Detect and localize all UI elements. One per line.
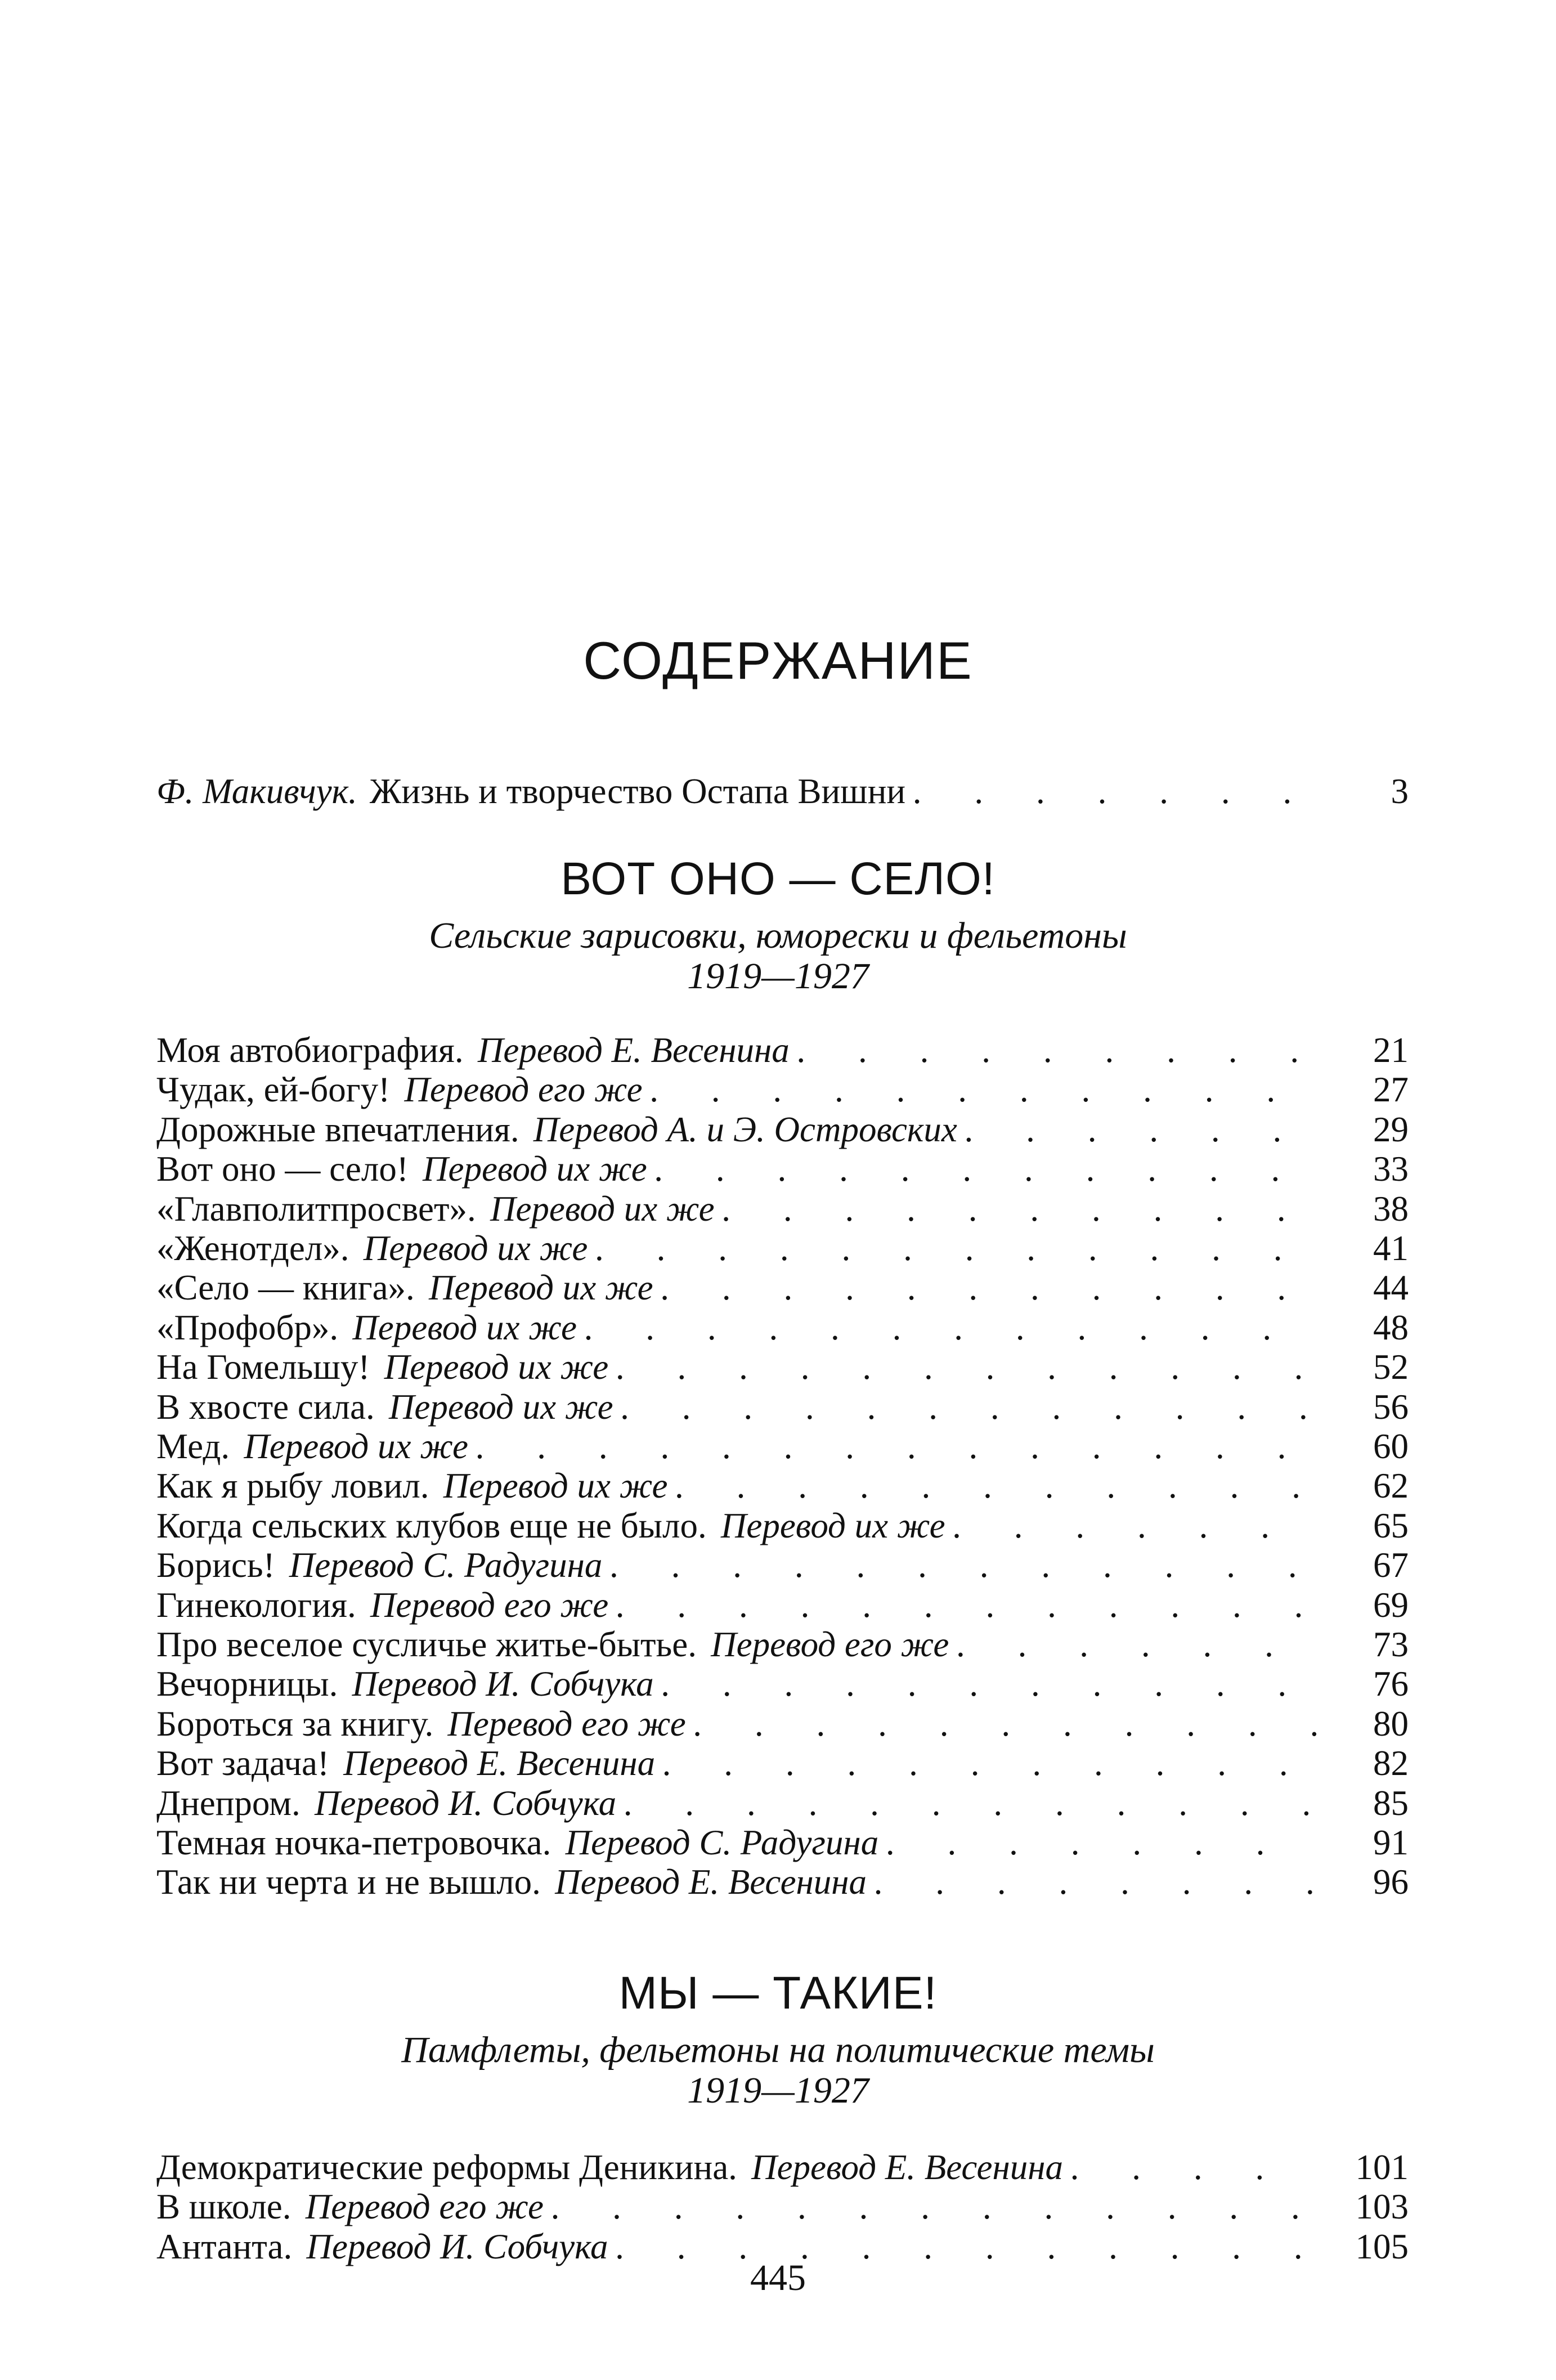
entry-translator: Перевод их же [244, 1427, 468, 1466]
entry-title: Вечорницы. [156, 1664, 338, 1704]
leader-dots [956, 1624, 1317, 1665]
leader-dots [964, 1109, 1317, 1150]
entry-translator: Перевод их же [352, 1308, 577, 1347]
toc-entry [156, 1783, 1409, 1823]
entry-page: 73 [1373, 1625, 1409, 1664]
entry-translator: Перевод его же [305, 2187, 544, 2226]
entry-translator: Перевод Е. Весенина [477, 1030, 790, 1070]
entry-translator: Перевод их же [363, 1229, 588, 1268]
leader-dots [1070, 2147, 1317, 2188]
leader-dots [649, 1069, 1317, 1110]
entry-title: «Главполитпросвет». [156, 1189, 476, 1229]
entry-translator: Перевод их же [443, 1466, 668, 1505]
entry-title: Днепром. [156, 1783, 301, 1823]
entry-page: 21 [1373, 1030, 1409, 1070]
entry-page: 80 [1373, 1704, 1409, 1743]
entry-title: «Село — книга». [156, 1268, 415, 1307]
entry-translator: Перевод С. Радугина [289, 1545, 603, 1585]
intro-author: Ф. Макивчук. [156, 772, 357, 811]
entry-page: 41 [1373, 1229, 1409, 1268]
leader-dots [675, 1465, 1317, 1506]
entry-translator: Перевод И. Собчука [352, 1664, 654, 1704]
entry-title: Когда сельских клубов еще не было. [156, 1506, 707, 1545]
entry-title: Про веселое сусличье житье-бытье. [156, 1625, 697, 1664]
entry-page: 101 [1355, 2148, 1409, 2187]
entry-page: 38 [1373, 1189, 1409, 1229]
toc-entry [156, 2147, 1409, 2188]
entry-translator: Перевод С. Радугина [565, 1823, 879, 1862]
entry-page: 91 [1373, 1823, 1409, 1862]
entry-title: Так ни черта и не вышло. [156, 1862, 541, 1902]
toc-entry [156, 1267, 1409, 1308]
entry-page: 85 [1373, 1783, 1409, 1823]
leader-dots [654, 1149, 1317, 1189]
entry-page: 33 [1373, 1149, 1409, 1189]
toc-entry [156, 1624, 1409, 1665]
toc-entry [156, 1189, 1409, 1229]
leader-dots [620, 1387, 1317, 1427]
entry-translator: Перевод их же [388, 1387, 613, 1427]
toc-entry [156, 1347, 1409, 1387]
entry-page: 65 [1373, 1506, 1409, 1545]
entry-page: 60 [1373, 1427, 1409, 1466]
leader-dots [693, 1704, 1317, 1744]
leader-dots [595, 1228, 1317, 1269]
entry-title: Моя автобиография. [156, 1030, 464, 1070]
toc-entry [156, 2186, 1409, 2227]
entry-page: 56 [1373, 1387, 1409, 1427]
toc-entry [156, 1664, 1409, 1704]
entry-page: 27 [1373, 1070, 1409, 1109]
entry-title: Темная ночка-петровочка. [156, 1823, 551, 1862]
entry-title: Антанта. [156, 2227, 293, 2266]
entry-page: 103 [1355, 2187, 1409, 2226]
section-1-subtitle: Сельские зарисовки, юморески и фельетоны [429, 915, 1127, 956]
toc-entry [156, 1545, 1409, 1585]
section-2-years: 1919—1927 [687, 2070, 869, 2111]
section-1-years: 1919—1927 [687, 956, 869, 997]
entry-page: 48 [1373, 1308, 1409, 1347]
entry-title: Борись! [156, 1545, 275, 1585]
section-2-title: МЫ — ТАКИЕ! [618, 1967, 938, 2019]
toc-entry [156, 1069, 1409, 1110]
entry-page: 69 [1373, 1585, 1409, 1625]
entry-translator: Перевод Е. Весенина [555, 1862, 867, 1902]
toc-entry [156, 1228, 1409, 1269]
entry-page: 82 [1373, 1743, 1409, 1783]
toc-entry [156, 1505, 1409, 1546]
entry-page: 44 [1373, 1268, 1409, 1307]
entry-translator: Перевод Е. Весенина [751, 2148, 1064, 2187]
entry-title: Вот задача! [156, 1743, 329, 1783]
entry-title: В школе. [156, 2187, 292, 2226]
toc-entry [156, 1426, 1409, 1467]
entry-translator: Перевод их же [720, 1506, 945, 1545]
entry-translator: Перевод Е. Весенина [343, 1743, 656, 1783]
entry-translator: Перевод И. Собчука [314, 1783, 617, 1823]
toc-entry [156, 1862, 1409, 1902]
entry-translator: Перевод их же [423, 1149, 647, 1189]
toc-entry [156, 1307, 1409, 1348]
entry-title: Гинекология. [156, 1585, 356, 1625]
entry-translator: Перевод их же [428, 1268, 653, 1307]
entry-page: 96 [1373, 1862, 1409, 1902]
intro-entry [156, 771, 1409, 812]
entry-translator: Перевод их же [490, 1189, 715, 1229]
entry-title: Вот оно — село! [156, 1149, 409, 1189]
toc-entry [156, 1585, 1409, 1625]
entry-title: «Женотдел». [156, 1229, 349, 1268]
entry-page: 67 [1373, 1545, 1409, 1585]
page-title: СОДЕРЖАНИЕ [583, 631, 973, 690]
leader-dots [952, 1505, 1317, 1546]
entry-page: 62 [1373, 1466, 1409, 1505]
toc-entry [156, 1387, 1409, 1427]
entry-page: 76 [1373, 1664, 1409, 1704]
leader-dots [616, 1347, 1317, 1387]
leader-dots [662, 1743, 1317, 1783]
toc-entry [156, 1030, 1409, 1070]
leader-dots [660, 1267, 1317, 1308]
entry-translator: Перевод его же [711, 1625, 949, 1664]
leader-dots [796, 1030, 1317, 1070]
entry-title: На Гомельшу! [156, 1347, 370, 1387]
entry-title: «Профобр». [156, 1308, 339, 1347]
entry-title: Дорожные впечатления. [156, 1110, 519, 1149]
leader-dots [551, 2186, 1317, 2227]
leader-dots [616, 1585, 1317, 1625]
entry-page: 29 [1373, 1110, 1409, 1149]
entry-translator: Перевод его же [370, 1585, 609, 1625]
section-2-subtitle: Памфлеты, фельетоны на политические темы [401, 2029, 1155, 2070]
entry-translator: Перевод его же [404, 1070, 643, 1109]
entry-translator: Перевод А. и Э. Островских [533, 1110, 957, 1149]
intro-page: 3 [1391, 772, 1409, 811]
toc-entry [156, 1465, 1409, 1506]
leader-dots [874, 1862, 1317, 1902]
entry-page: 105 [1355, 2227, 1409, 2266]
entry-translator: Перевод И. Собчука [306, 2227, 608, 2266]
toc-entry [156, 1109, 1409, 1150]
page-number: 445 [750, 2257, 806, 2298]
leader-dots [913, 771, 1317, 812]
toc-entry [156, 1704, 1409, 1744]
entry-title: Чудак, ей-богу! [156, 1070, 391, 1109]
toc-entry [156, 1149, 1409, 1189]
entry-title: Мед. [156, 1427, 230, 1466]
entry-title: В хвосте сила. [156, 1387, 375, 1427]
toc-entry [156, 1743, 1409, 1783]
leader-dots [476, 1426, 1317, 1467]
entry-title: Как я рыбу ловил. [156, 1466, 429, 1505]
entry-translator: Перевод их же [384, 1347, 609, 1387]
intro-title: Жизнь и творчество Остапа Вишни [369, 772, 906, 811]
section-1-title: ВОТ ОНО — СЕЛО! [560, 853, 996, 904]
leader-dots [721, 1189, 1317, 1229]
leader-dots [624, 1783, 1317, 1823]
leader-dots [584, 1307, 1317, 1348]
entry-translator: Перевод его же [447, 1704, 686, 1743]
leader-dots [886, 1822, 1317, 1863]
entry-title: Демократические реформы Деникина. [156, 2148, 737, 2187]
leader-dots [609, 1545, 1317, 1585]
entry-page: 52 [1373, 1347, 1409, 1387]
leader-dots [661, 1664, 1317, 1704]
entry-title: Бороться за книгу. [156, 1704, 434, 1743]
toc-entry [156, 1822, 1409, 1863]
